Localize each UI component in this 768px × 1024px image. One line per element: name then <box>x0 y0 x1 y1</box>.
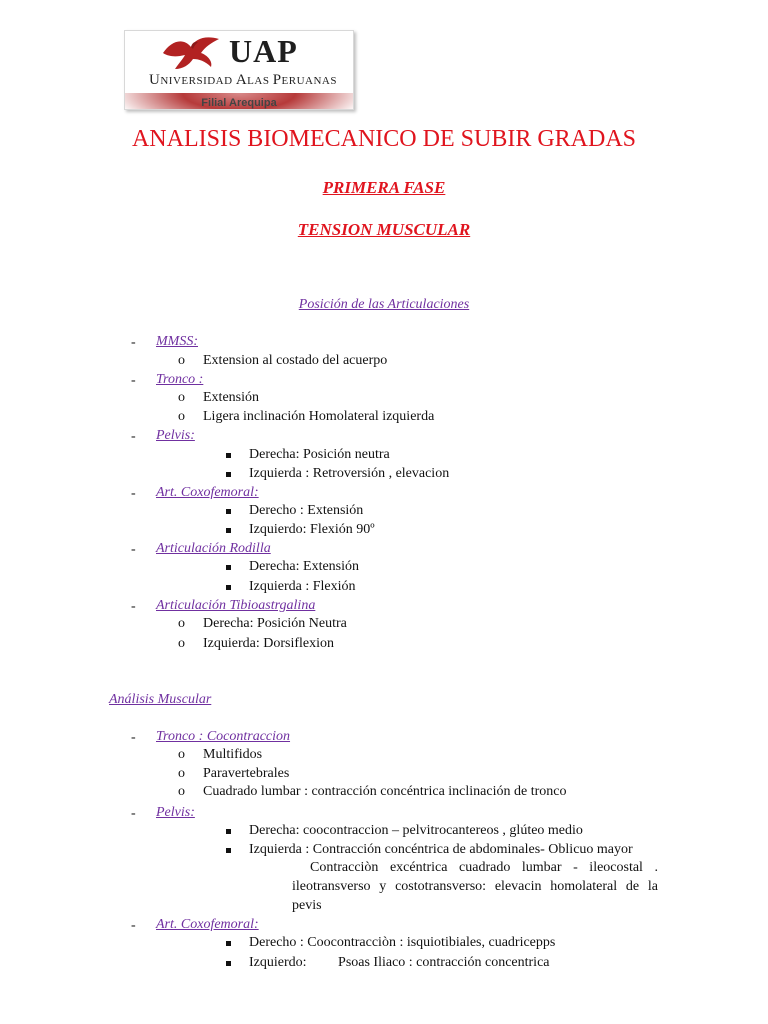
square-bullet-icon <box>226 509 231 514</box>
tronco-label: Tronco : <box>156 372 204 387</box>
dash-bullet: - <box>131 730 136 745</box>
square-bullet-row <box>0 509 768 525</box>
list-item: Derecha: coocontraccion – pelvitrocantereos , glúteo medio <box>249 823 583 838</box>
square-bullet-icon <box>226 829 231 834</box>
list-item: Derecha: Posición Neutra <box>203 616 347 631</box>
list-item: Izquierda : Flexión <box>249 579 356 594</box>
logo-name-part-1: NIVERSIDAD <box>160 75 236 87</box>
circle-bullet: o <box>178 747 185 762</box>
square-bullet-row <box>0 585 768 601</box>
list-item: Derecho : Extensión <box>249 503 364 518</box>
list-item: Extension al costado del acuerpo <box>203 353 388 368</box>
rodilla-label: Articulación Rodilla <box>156 541 271 556</box>
section-muscle-analysis-heading: Análisis Muscular <box>109 692 212 707</box>
circle-bullet: o <box>178 409 185 424</box>
list-item: Derecha: Posición neutra <box>249 447 390 462</box>
list-item: Derecha: Extensión <box>249 559 360 574</box>
coxofemoral-label: Art. Coxofemoral: <box>156 485 259 500</box>
dash-bullet: - <box>131 918 136 933</box>
tronco-cocontraccion-label: Tronco : Cocontraccion <box>156 729 291 744</box>
list-item: Multifidos <box>203 747 263 762</box>
logo-name-part-2: LAS <box>247 75 273 87</box>
dash-bullet: - <box>131 429 136 444</box>
square-bullet-row <box>0 565 768 581</box>
circle-bullet: o <box>178 636 185 651</box>
dash-bullet: - <box>131 542 136 557</box>
square-bullet-icon <box>226 848 231 853</box>
list-item: Cuadrado lumbar : contracción concéntrica inclinación de tronco <box>203 784 567 799</box>
continuation-line: pevis <box>292 898 322 913</box>
square-bullet-icon <box>226 961 231 966</box>
logo-branch: Filial Arequipa <box>201 97 277 109</box>
list-item: Izquierda : Contracción concéntrica de abdominales- Oblicuo mayor <box>249 842 633 857</box>
circle-bullet: o <box>178 353 185 368</box>
logo-university-name <box>149 72 337 89</box>
document-title: ANALISIS BIOMECANICO DE SUBIR GRADAS <box>131 126 637 152</box>
section-joint-positions-heading: Posición de las Articulaciones <box>298 297 470 312</box>
dash-bullet: - <box>131 335 136 350</box>
circle-bullet: o <box>178 390 185 405</box>
logo-brand: UAP <box>229 33 298 69</box>
coxofemoral-muscle-label: Art. Coxofemoral: <box>156 917 259 932</box>
square-bullet-row <box>0 528 768 544</box>
phase-heading: PRIMERA FASE <box>322 178 446 197</box>
square-bullet-icon <box>226 528 231 533</box>
continuation-line: ileotransverso y costotransverso: elevacin homolateral de la <box>292 879 658 894</box>
dash-bullet: - <box>131 373 136 388</box>
dash-bullet: - <box>131 806 136 821</box>
logo-name-u: U <box>149 72 161 88</box>
logo-name-a: A <box>235 72 248 88</box>
dash-bullet: - <box>131 486 136 501</box>
square-bullet-icon <box>226 472 231 477</box>
circle-bullet: o <box>178 784 185 799</box>
list-item: Extensión <box>203 390 259 405</box>
square-bullet-icon <box>226 585 231 590</box>
square-bullet-icon <box>226 941 231 946</box>
pelvis-muscle-label: Pelvis: <box>156 805 195 820</box>
circle-bullet: o <box>178 766 185 781</box>
list-item: Derecho : Coocontracciòn : isquiotibiales, cuadricepps <box>249 935 556 950</box>
continuation-line: Contracciòn excéntrica cuadrado lumbar - ileocostal . <box>310 860 658 875</box>
list-item: Izquierda : Retroversión , elevacion <box>249 466 450 481</box>
list-item: Izquierdo: Flexión 90º <box>249 522 375 537</box>
circle-bullet: o <box>178 616 185 631</box>
square-bullet-icon <box>226 453 231 458</box>
condor-emblem-icon <box>161 33 225 71</box>
university-logo <box>124 30 354 110</box>
list-item: Paravertebrales <box>203 766 290 781</box>
subtitle-heading: TENSION MUSCULAR <box>297 220 471 239</box>
pelvis-label: Pelvis: <box>156 428 195 443</box>
list-item: Ligera inclinación Homolateral izquierda <box>203 409 435 424</box>
mmss-label: MMSS: <box>156 334 198 349</box>
logo-name-part-3: ERUANAS <box>281 75 337 87</box>
tibio-label: Articulación Tibioastrgalina <box>156 598 316 613</box>
logo-name-p: P <box>272 72 282 88</box>
square-bullet-icon <box>226 565 231 570</box>
list-item: Izquierda: Dorsiflexion <box>203 636 335 651</box>
dash-bullet: - <box>131 599 136 614</box>
list-item: Izquierdo: Psoas Iliaco : contracción concentrica <box>249 955 550 970</box>
